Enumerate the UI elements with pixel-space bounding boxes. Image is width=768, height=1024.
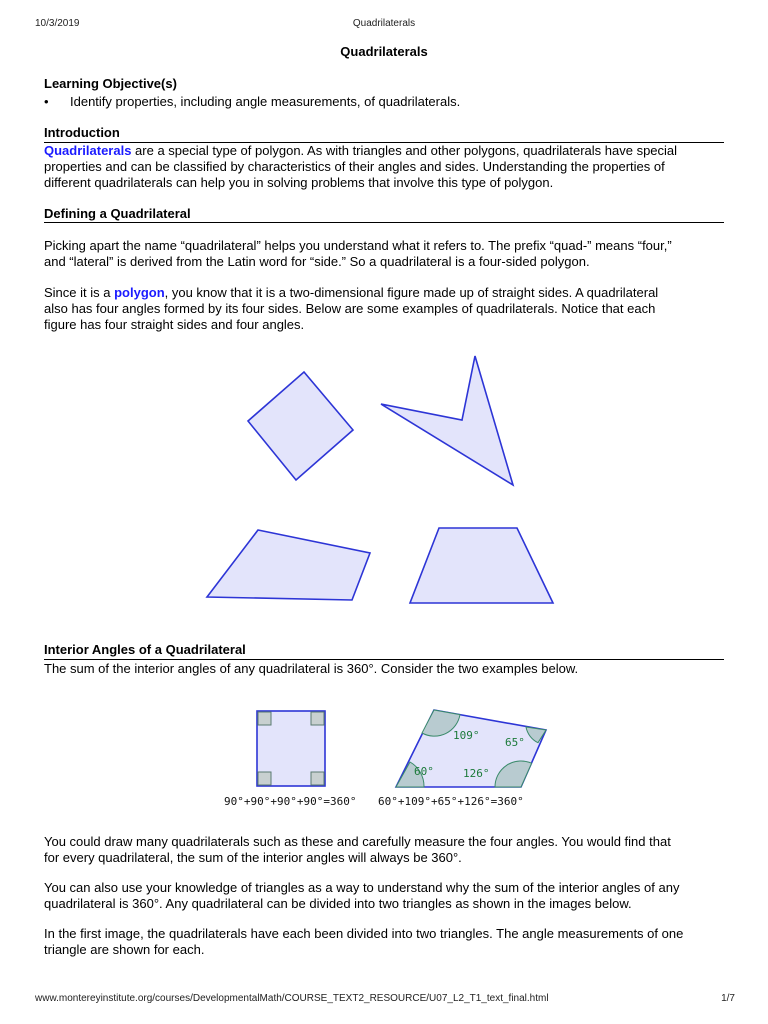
polygon-link[interactable]: polygon xyxy=(114,285,165,300)
defining-p2-line-3: figure has four straight sides and four angles. xyxy=(44,317,305,332)
interior-intro-line: The sum of the interior angles of any quadrilateral is 360°. Consider the two examples below. xyxy=(44,661,579,676)
interior-p3-line-2: triangle are shown for each. xyxy=(44,942,205,957)
right-angle-mark-tl xyxy=(258,712,271,725)
intro-line-2: properties and can be classified by characteristics of their angles and sides. Understanding the properties of xyxy=(44,159,665,174)
defining-heading: Defining a Quadrilateral xyxy=(44,206,191,221)
intro-line-1: are a special type of polygon. As with triangles and other polygons, quadrilaterals have special xyxy=(131,143,678,158)
bullet-mark: • xyxy=(44,94,49,109)
interior-p1-line-2: for every quadrilateral, the sum of the interior angles will always be 360°. xyxy=(44,850,462,865)
quad-trapezoid xyxy=(410,528,553,603)
page-number: 1/7 xyxy=(721,993,735,1004)
angle-label-65: 65° xyxy=(505,736,525,749)
page-title: Quadrilaterals xyxy=(340,44,428,59)
interior-p3-line-1: In the first image, the quadrilaterals have each been divided into two triangles. The angle measurements of one xyxy=(44,926,684,941)
square-angle-sum: 90°+90°+90°+90°=360° xyxy=(224,795,357,808)
defining-p1-line-1: Picking apart the name “quadrilateral” helps you understand what it refers to. The prefix “quad-” means “four,” xyxy=(44,238,672,253)
interior-p1-line-1: You could draw many quadrilaterals such as these and carefully measure the four angles. You would find that xyxy=(44,834,671,849)
right-angle-mark-bl xyxy=(258,772,271,785)
intro-heading: Introduction xyxy=(44,125,120,140)
learning-heading: Learning Objective(s) xyxy=(44,76,177,91)
quadrilaterals-link[interactable]: Quadrilaterals xyxy=(44,143,132,158)
learning-item: Identify properties, including angle measurements, of quadrilaterals. xyxy=(70,94,461,109)
quad-angle-sum: 60°+109°+65°+126°=360° xyxy=(378,795,524,808)
quad-irregular xyxy=(207,530,370,600)
footer-url[interactable]: www.montereyinstitute.org/courses/DevelopmentalMath/COURSE_TEXT2_RESOURCE/U07_L2_T1_text_final.html xyxy=(35,993,549,1004)
angle-label-109: 109° xyxy=(453,729,480,742)
angle-label-126: 126° xyxy=(463,767,490,780)
defining-p1-line-2: and “lateral” is derived from the Latin word for “side.” So a quadrilateral is a four-sided polygon. xyxy=(44,254,590,269)
interior-p3 xyxy=(44,926,734,958)
intro-line-3: different quadrilaterals can help you in solving problems that involve this type of polygon. xyxy=(44,175,554,190)
print-date: 10/3/2019 xyxy=(35,18,80,29)
interior-p2 xyxy=(44,880,734,912)
right-angle-mark-br xyxy=(311,772,324,785)
defining-p2-pre: Since it is a xyxy=(44,285,115,300)
right-angle-mark-tr xyxy=(311,712,324,725)
interior-rule xyxy=(44,659,724,660)
angle-label-60: 60° xyxy=(414,765,434,778)
print-doc-title: Quadrilaterals xyxy=(352,18,416,29)
interior-heading: Interior Angles of a Quadrilateral xyxy=(44,642,246,657)
defining-p2-line-2: also has four angles formed by its four sides. Below are some examples of quadrilaterals. Notice that each xyxy=(44,301,656,316)
interior-p2-line-1: You can also use your knowledge of triangles as a way to understand why the sum of the interior angles of any xyxy=(44,880,680,895)
quad-concave-dart xyxy=(381,356,513,485)
quad-rhombus xyxy=(248,372,353,480)
interior-p2-line-2: quadrilateral is 360°. Any quadrilateral can be divided into two triangles as shown in the images below. xyxy=(44,896,632,911)
interior-p1 xyxy=(44,834,734,866)
defining-p2-line-1: , you know that it is a two-dimensional figure made up of straight sides. A quadrilateral xyxy=(164,285,659,300)
